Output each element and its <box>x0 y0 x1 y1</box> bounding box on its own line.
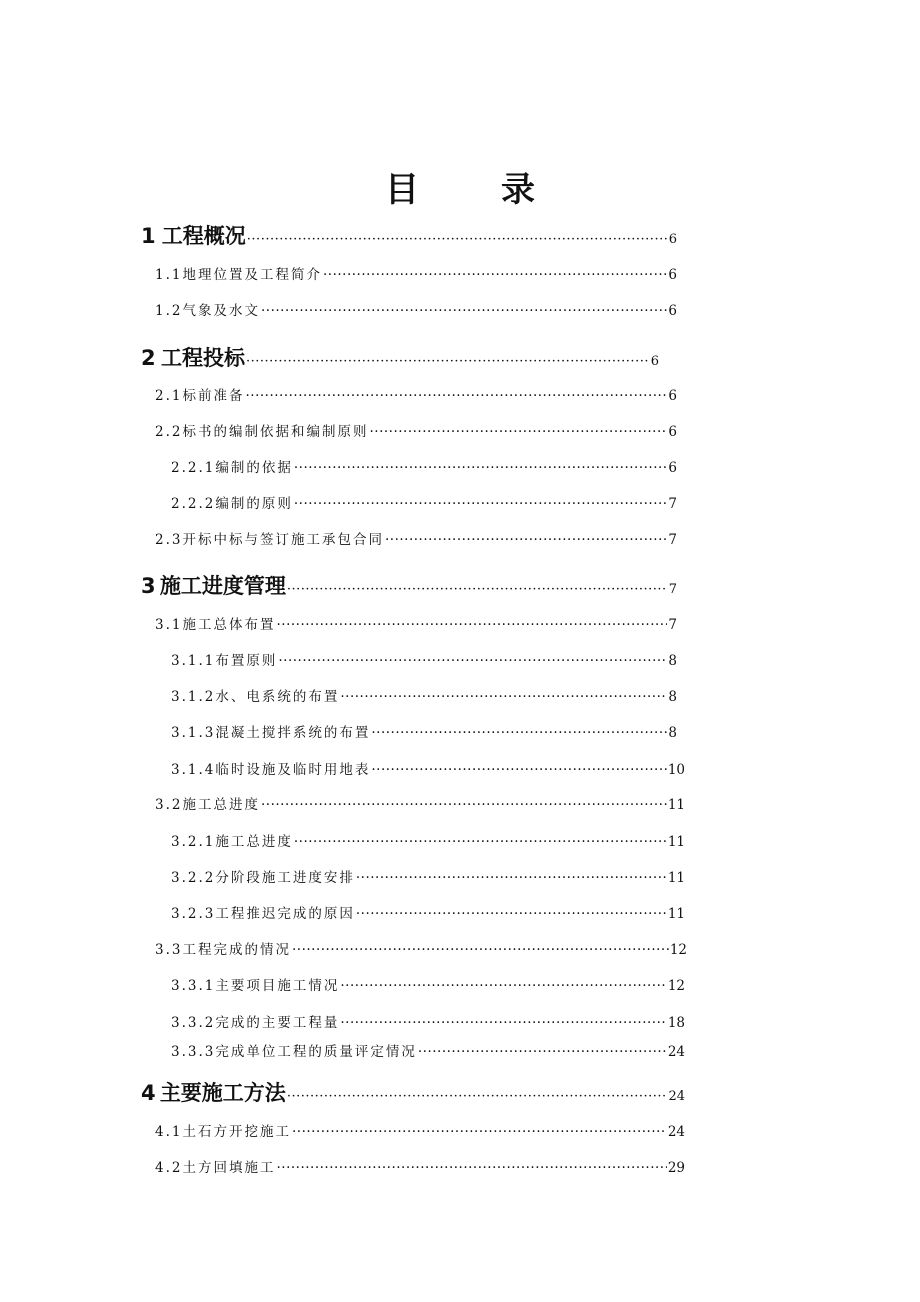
toc-leader-dots <box>340 978 666 994</box>
toc-page-number: 8 <box>668 725 677 741</box>
toc-page-number: 29 <box>667 1160 685 1176</box>
toc-leader-dots <box>292 942 669 958</box>
toc-entry-3-3-1[interactable] <box>171 974 685 998</box>
toc-text: 标书的编制依据和编制原则 <box>182 424 369 440</box>
toc-text: 工程投标 <box>160 346 245 370</box>
toc-page-number: 11 <box>667 834 685 850</box>
toc-text: 完成的主要工程量 <box>215 1015 340 1031</box>
toc-page-number: 10 <box>667 762 685 778</box>
toc-leader-dots <box>287 582 668 597</box>
toc-leader-dots <box>294 834 667 850</box>
toc-page-number: 7 <box>668 496 677 512</box>
toc-number: 3.1.4 <box>171 762 216 778</box>
toc-entry-3-1[interactable] <box>155 613 677 637</box>
toc-leader-dots <box>385 532 667 548</box>
toc-text: 施工进度管理 <box>159 574 286 598</box>
toc-number: 3.2 <box>155 797 183 813</box>
toc-text: 工程推迟完成的原因 <box>215 906 355 922</box>
toc-text: 施工总进度 <box>215 834 293 850</box>
toc-page-number: 6 <box>668 303 677 319</box>
toc-text: 工程概况 <box>161 224 246 248</box>
toc-entry-3-2-3[interactable] <box>171 902 685 926</box>
toc-entry-3-1-1[interactable] <box>171 649 677 673</box>
toc-text: 气象及水文 <box>182 303 260 319</box>
toc-entry-4-2[interactable] <box>155 1156 685 1180</box>
toc-leader-dots <box>369 424 667 440</box>
toc-entry-3-1-4[interactable] <box>171 758 685 782</box>
toc-text: 工程完成的情况 <box>182 942 291 958</box>
toc-entry-3-3[interactable] <box>155 938 687 962</box>
toc-number: 3.2.2 <box>171 870 216 886</box>
toc-text: 施工总体布置 <box>182 617 276 633</box>
toc-page-number: 11 <box>667 870 685 886</box>
toc-entry-2-3[interactable] <box>155 528 677 552</box>
toc-title-char-2: 录 <box>501 170 535 210</box>
toc-entry-3[interactable] <box>141 570 677 598</box>
toc-entry-4-1[interactable] <box>155 1120 685 1144</box>
toc-title <box>0 162 920 211</box>
toc-leader-dots <box>356 906 667 922</box>
toc-number: 2.2.1 <box>171 460 216 476</box>
toc-number: 3.1.2 <box>171 689 216 705</box>
toc-entry-3-1-3[interactable] <box>171 721 677 745</box>
toc-text: 分阶段施工进度安排 <box>215 870 355 886</box>
toc-page-number: 12 <box>669 942 687 958</box>
toc-text: 主要项目施工情况 <box>215 978 340 994</box>
toc-title-char-1: 目 <box>385 170 419 210</box>
toc-text: 标前准备 <box>182 388 245 404</box>
toc-page-number: 24 <box>667 1044 685 1060</box>
toc-leader-dots <box>246 354 650 369</box>
toc-number: 1.1 <box>155 267 183 283</box>
toc-text: 混凝土搅拌系统的布置 <box>215 725 371 741</box>
toc-page-number: 7 <box>668 532 677 548</box>
toc-leader-dots <box>418 1044 667 1060</box>
toc-page-number: 6 <box>650 354 659 369</box>
toc-leader-dots <box>261 797 667 813</box>
toc-number: 2 <box>141 346 156 370</box>
toc-page-number: 8 <box>668 653 677 669</box>
toc-text: 土方回填施工 <box>182 1160 276 1176</box>
toc-page-number: 24 <box>667 1124 685 1140</box>
toc-number: 2.2.2 <box>171 496 216 512</box>
toc-leader-dots <box>276 617 667 633</box>
toc-number: 3.1 <box>155 617 183 633</box>
toc-number: 2.2 <box>155 424 183 440</box>
toc-number: 3.2.1 <box>171 834 216 850</box>
toc-leader-dots <box>371 725 667 741</box>
toc-entry-2-2-2[interactable] <box>171 492 677 516</box>
toc-leader-dots <box>323 267 667 283</box>
toc-page-number: 6 <box>668 388 677 404</box>
toc-number: 1 <box>141 224 156 248</box>
toc-page-number: 6 <box>668 232 677 247</box>
toc-leader-dots <box>247 232 668 247</box>
toc-text: 主要施工方法 <box>159 1081 286 1105</box>
toc-entry-1-2[interactable] <box>155 299 677 323</box>
toc-leader-dots <box>294 460 668 476</box>
toc-number: 3.2.3 <box>171 906 216 922</box>
toc-page-number: 7 <box>668 582 677 597</box>
toc-page-number: 11 <box>667 906 685 922</box>
toc-number: 3.3.1 <box>171 978 216 994</box>
toc-page-number: 18 <box>667 1015 685 1031</box>
toc-number: 3.3.2 <box>171 1015 216 1031</box>
toc-entry-3-2-1[interactable] <box>171 830 685 854</box>
toc-text: 地理位置及工程简介 <box>182 267 322 283</box>
toc-entry-2[interactable] <box>141 342 659 370</box>
toc-text: 编制的依据 <box>215 460 293 476</box>
toc-page-number: 12 <box>667 978 685 994</box>
toc-text: 水、电系统的布置 <box>215 689 340 705</box>
toc-entry-3-1-2[interactable] <box>171 685 677 709</box>
toc-leader-dots <box>245 388 667 404</box>
toc-text: 完成单位工程的质量评定情况 <box>215 1044 417 1060</box>
toc-number: 3.1.3 <box>171 725 216 741</box>
toc-page-number: 7 <box>668 617 677 633</box>
toc-leader-dots <box>292 1124 667 1140</box>
toc-leader-dots <box>278 653 667 669</box>
toc-number: 4 <box>141 1081 156 1105</box>
toc-leader-dots <box>340 1015 666 1031</box>
toc-number: 2.1 <box>155 388 183 404</box>
toc-entry-3-3-2[interactable] <box>171 1011 685 1035</box>
toc-text: 土石方开挖施工 <box>182 1124 291 1140</box>
toc-number: 3 <box>141 574 156 598</box>
toc-number: 2.3 <box>155 532 183 548</box>
toc-leader-dots <box>294 496 668 512</box>
toc-leader-dots <box>371 762 666 778</box>
toc-leader-dots <box>276 1160 666 1176</box>
toc-number: 4.1 <box>155 1124 183 1140</box>
toc-page-number: 8 <box>668 689 677 705</box>
toc-text: 编制的原则 <box>215 496 293 512</box>
toc-text: 开标中标与签订施工承包合同 <box>182 532 384 548</box>
toc-text: 布置原则 <box>215 653 278 669</box>
toc-number: 3.1.1 <box>171 653 216 669</box>
toc-leader-dots <box>287 1089 668 1104</box>
toc-page-number: 11 <box>667 797 685 813</box>
toc-page-number: 6 <box>668 267 677 283</box>
toc-text: 临时设施及临时用地表 <box>215 762 371 778</box>
toc-text: 施工总进度 <box>182 797 260 813</box>
toc-number: 1.2 <box>155 303 183 319</box>
toc-entry-2-2[interactable] <box>155 420 677 444</box>
toc-entry-3-2[interactable] <box>155 793 685 817</box>
toc-page-number: 6 <box>668 460 677 476</box>
toc-entry-3-3-3[interactable] <box>171 1040 685 1064</box>
toc-entry-3-2-2[interactable] <box>171 866 685 890</box>
toc-number: 3.3 <box>155 942 183 958</box>
toc-number: 4.2 <box>155 1160 183 1176</box>
toc-entry-2-2-1[interactable] <box>171 456 677 480</box>
toc-entry-4[interactable] <box>141 1077 685 1105</box>
toc-entry-1[interactable] <box>141 220 677 248</box>
toc-leader-dots <box>356 870 667 886</box>
toc-page-number: 6 <box>668 424 677 440</box>
toc-entry-2-1[interactable] <box>155 384 677 408</box>
toc-leader-dots <box>340 689 667 705</box>
toc-entry-1-1[interactable] <box>155 263 677 287</box>
toc-page-number: 24 <box>668 1089 685 1104</box>
toc-number: 3.3.3 <box>171 1044 216 1060</box>
toc-leader-dots <box>261 303 667 319</box>
